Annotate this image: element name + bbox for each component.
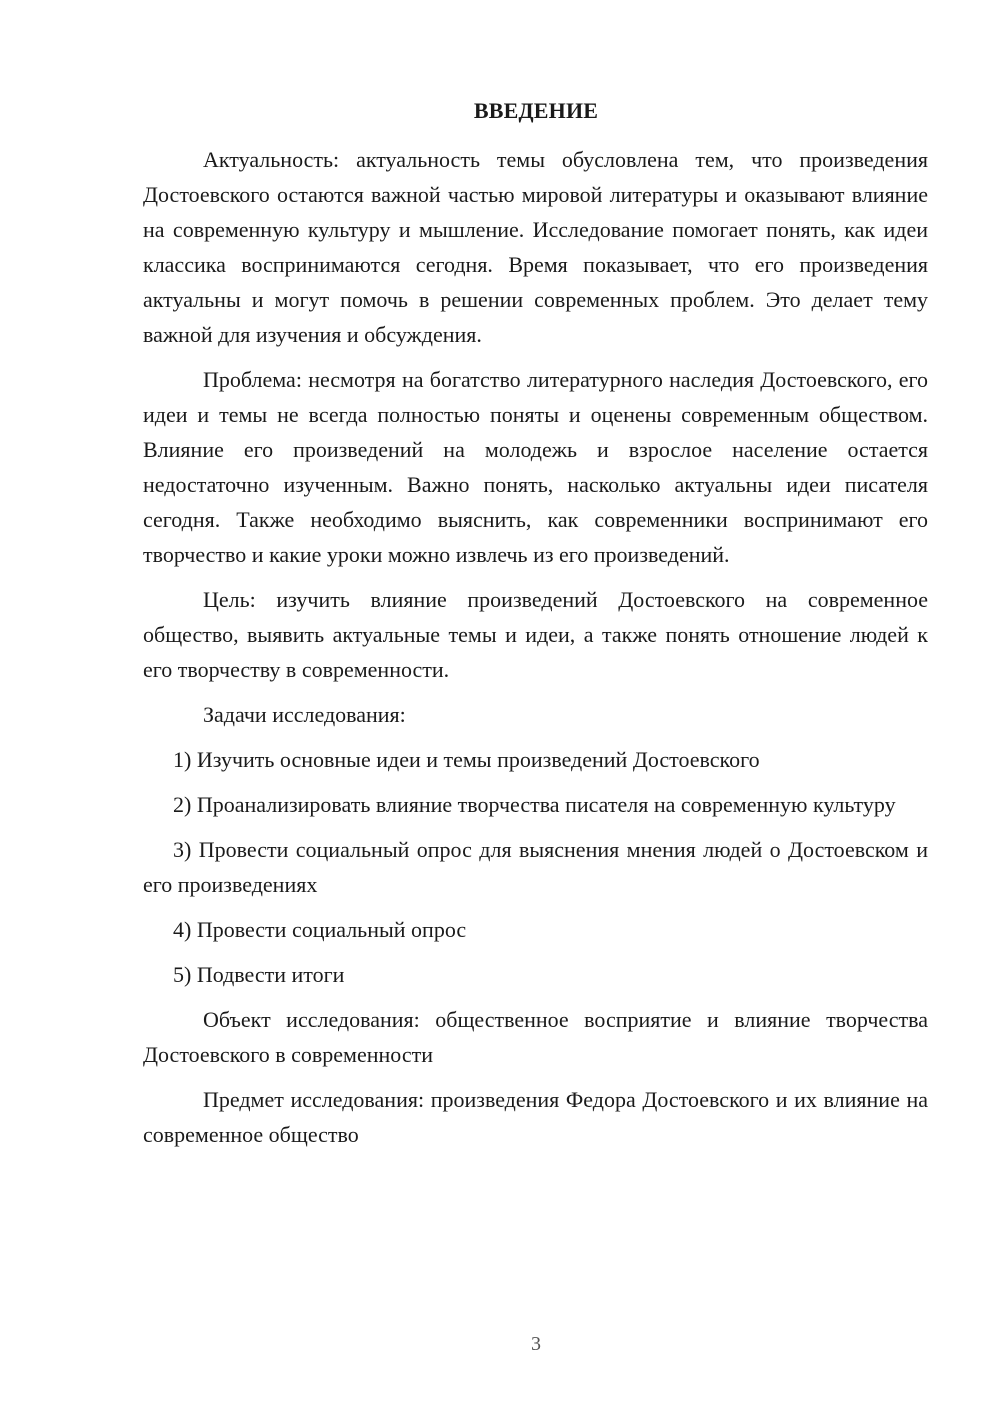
task-item-5: 5) Подвести итоги [173,962,345,987]
paragraph-problem: Проблема: несмотря на богатство литературного наследия Достоевского, его идеи и темы не всегда полностью поняты и оценены современным обществом. Влияние его произведений на молодежь и взрослое население остается недостаточно изученным. Важно понять, насколько актуальны идеи писателя сегодня. Также необходимо выяснить, как современники воспринимают его творчество и какие уроки можно извлечь из его произведений. [143,367,928,567]
document-body [143,142,928,1162]
paragraph-goal: Цель: изучить влияние произведений Достоевского на современное общество, выявить актуальные темы и идеи, а также понять отношение людей к его творчеству в современности. [143,587,928,682]
page-number: 3 [531,1333,541,1355]
paragraph-tasks-heading: Задачи исследования: [203,702,406,727]
task-item-3: 3) Провести социальный опрос для выяснения мнения людей о Достоевском и его произведениях [143,837,928,897]
paragraph-relevance: Актуальность: актуальность темы обусловлена тем, что произведения Достоевского остаются важной частью мировой литературы и оказывают влияние на современную культуру и мышление. Исследование помогает понять, как идеи классика воспринимаются сегодня. Время показывает, что его произведения актуальны и могут помочь в решении современных проблем. Это делает тему важной для изучения и обсуждения. [143,147,928,347]
task-item-1: 1) Изучить основные идеи и темы произведений Достоевского [173,747,760,772]
paragraph-object: Объект исследования: общественное восприятие и влияние творчества Достоевского в современности [143,1007,928,1067]
task-item-2: 2) Проанализировать влияние творчества писателя на современную культуру [173,792,896,817]
task-item-4: 4) Провести социальный опрос [173,917,467,942]
page-title: ВВЕДЕНИЕ [473,98,599,123]
paragraph-subject: Предмет исследования: произведения Федора Достоевского и их влияние на современное общество [143,1087,928,1147]
